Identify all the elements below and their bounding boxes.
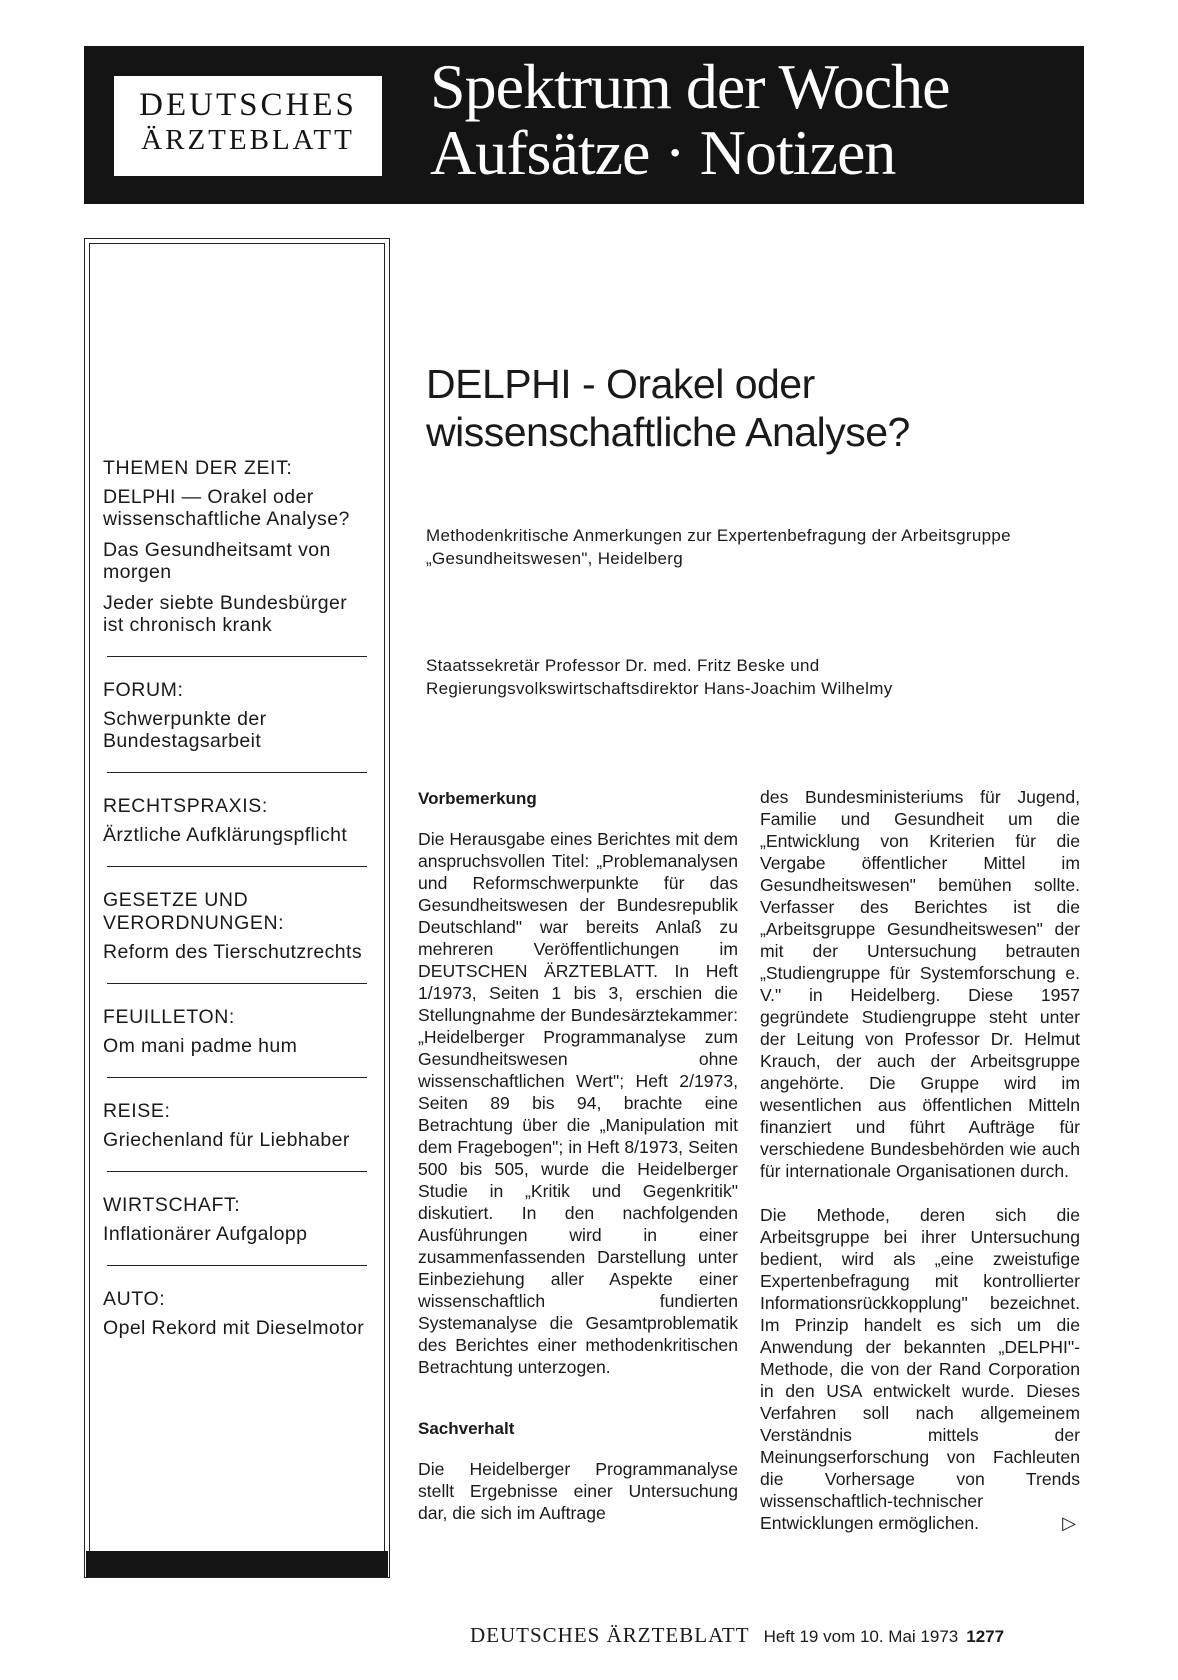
toc-item[interactable]: Reform des Tierschutzrechts — [103, 941, 362, 963]
section-title — [430, 51, 1070, 188]
toc-section-wirtschaft — [103, 1194, 373, 1245]
journal-logo — [114, 76, 382, 176]
logo-line-2: ÄRZTEBLATT — [141, 124, 355, 156]
toc-divider — [107, 1077, 367, 1078]
toc-item[interactable]: Das Gesundheitsamt von morgen — [103, 539, 331, 583]
toc-section-rechtspraxis — [103, 795, 373, 846]
paragraph: des Bundesministeriums für Jugend, Familie und Gesundheit um die „Entwicklung von Kriterien für die Vergabe öffentlicher Mittel im Gesundheitswesen" bemühen sollte. Verfasser des Berichtes ist die „Arbeitsgruppe Gesundheitswesen" der mit der Untersuchung betrauten „Studiengruppe für Systemforschung e. V." in Heidelberg. Diese 1957 gegründete Studiengruppe steht unter der Leitung von Professor Dr. Helmut Krauch, der auch der Arbeitsgruppe angehörte. Die Gruppe wird im wesentlichen aus öffentlichen Mitteln finanziert und führt Aufträge für verschiedene Bundesbehörden wie auch für internationale Organisationen durch. — [760, 787, 1080, 1181]
footer-brand: DEUTSCHES ÄRZTEBLATT — [470, 1623, 750, 1647]
toc-heading: FEUILLETON: — [103, 1006, 235, 1028]
toc-divider — [107, 1171, 367, 1172]
toc-item[interactable]: Inflationärer Aufgalopp — [103, 1223, 308, 1245]
toc-section-auto — [103, 1288, 373, 1339]
toc-divider — [107, 772, 367, 773]
toc-section-feuilleton — [103, 1006, 373, 1057]
toc-section-reise — [103, 1100, 373, 1151]
page-number: 1277 — [966, 1627, 1005, 1646]
toc-heading: FORUM: — [103, 679, 184, 701]
toc-divider — [107, 983, 367, 984]
article-column-right — [760, 786, 1080, 1534]
article-authors: Staatssekretär Professor Dr. med. Fritz Beske und Regierungsvolkswirtschaftsdirektor Hans-Joachim Wilhelmy — [426, 656, 893, 698]
toc-heading: WIRTSCHAFT: — [103, 1194, 241, 1216]
toc-item[interactable]: DELPHI — Orakel oder wissenschaftliche Analyse? — [103, 486, 350, 530]
table-of-contents — [103, 457, 373, 1348]
continue-arrow-icon: ▷ — [1062, 1513, 1076, 1533]
toc-item[interactable]: Ärztliche Aufklärungspflicht — [103, 824, 348, 846]
footer-issue: Heft 19 vom 10. Mai 1973 — [763, 1627, 959, 1646]
contents-sidebar — [84, 238, 390, 1578]
logo-line-1: DEUTSCHES — [139, 87, 357, 123]
toc-heading: AUTO: — [103, 1288, 166, 1310]
toc-divider — [107, 866, 367, 867]
masthead — [84, 46, 1084, 204]
article-headline: DELPHI - Orakel oder wissenschaftliche Analyse? — [426, 361, 910, 455]
toc-item[interactable]: Om mani padme hum — [103, 1035, 298, 1057]
toc-section-gesetze — [103, 889, 373, 963]
article-subhead: Methodenkritische Anmerkungen zur Expertenbefragung der Arbeitsgruppe „Gesundheitswesen", Heidelberg — [426, 526, 1011, 568]
toc-item[interactable]: Griechenland für Liebhaber — [103, 1129, 350, 1151]
paragraph — [760, 1204, 1080, 1534]
paragraph: Die Herausgabe eines Berichtes mit dem anspruchsvollen Titel: „Problemanalysen und Reformschwerpunkte für das Gesundheitswesen der Bundesrepublik Deutschland" war bereits Anlaß zu mehreren Veröffentlichungen im DEUTSCHEN ÄRZTEBLATT. In Heft 1/1973, Seiten 1 bis 3, erschien die Stellungnahme der Bundesärztekammer: „Heidelberger Programmanalyse zum Gesundheitswesen ohne wissenschaftlichen Wert"; Heft 2/1973, Seiten 89 bis 94, brachte eine Betrachtung über die „Manipulation mit dem Fragebogen"; in Heft 8/1973, Seiten 500 bis 505, wurde die Heidelberger Studie in „Kritik und Gegenkritik" diskutiert. In den nachfolgenden Ausführungen wird in einer zusammenfassenden Darstellung unter Einbeziehung aller Aspekte einer wissenschaftlich fundierten Systemanalyse die Gesamtproblematik des Berichtes einer methodenkritischen Betrachtung unterzogen. — [418, 829, 738, 1377]
toc-heading: THEMEN DER ZEIT: — [103, 457, 293, 479]
toc-item[interactable]: Opel Rekord mit Dieselmotor — [103, 1317, 365, 1339]
toc-heading: REISE: — [103, 1100, 171, 1122]
article-column-left — [418, 788, 738, 1524]
toc-section-forum — [103, 679, 373, 752]
section-heading-sachverhalt: Sachverhalt — [418, 1419, 515, 1438]
toc-section-themen — [103, 457, 373, 636]
toc-item[interactable]: Jeder siebte Bundesbürger ist chronisch krank — [103, 592, 348, 636]
sidebar-bottom-bar — [86, 1551, 388, 1577]
section-title-line-1: Spektrum der Woche — [430, 51, 950, 122]
toc-divider — [107, 656, 367, 657]
paragraph: Die Heidelberger Programmanalyse stellt Ergebnisse einer Untersuchung dar, die sich im Auftrage — [418, 1459, 738, 1523]
toc-divider — [107, 1265, 367, 1266]
section-heading-vorbemerkung: Vorbemerkung — [418, 789, 537, 808]
section-title-line-2: Aufsätze · Notizen — [430, 117, 896, 188]
page-footer — [470, 1623, 1070, 1649]
paragraph-text: Die Methode, deren sich die Arbeitsgruppe bei ihrer Untersuchung bedient, wird als „eine zweistufige Expertenbefragung mit kontrollierter Informationsrückkopplung" bezeichnet. Im Prinzip handelt es sich um die Anwendung der bekannten „DELPHI"-Methode, die von der Rand Corporation in den USA entwickelt wurde. Dieses Verfahren soll nach allgemeinem Verständnis mittels der Meinungserforschung von Fachleuten die Vorhersage von Trends wissenschaftlich-technischer Entwicklungen ermöglichen. — [760, 1205, 1080, 1533]
toc-heading: RECHTSPRAXIS: — [103, 795, 268, 817]
toc-item[interactable]: Schwerpunkte der Bundestagsarbeit — [103, 708, 267, 752]
toc-heading: GESETZE UND VERORDNUNGEN: — [103, 889, 285, 934]
